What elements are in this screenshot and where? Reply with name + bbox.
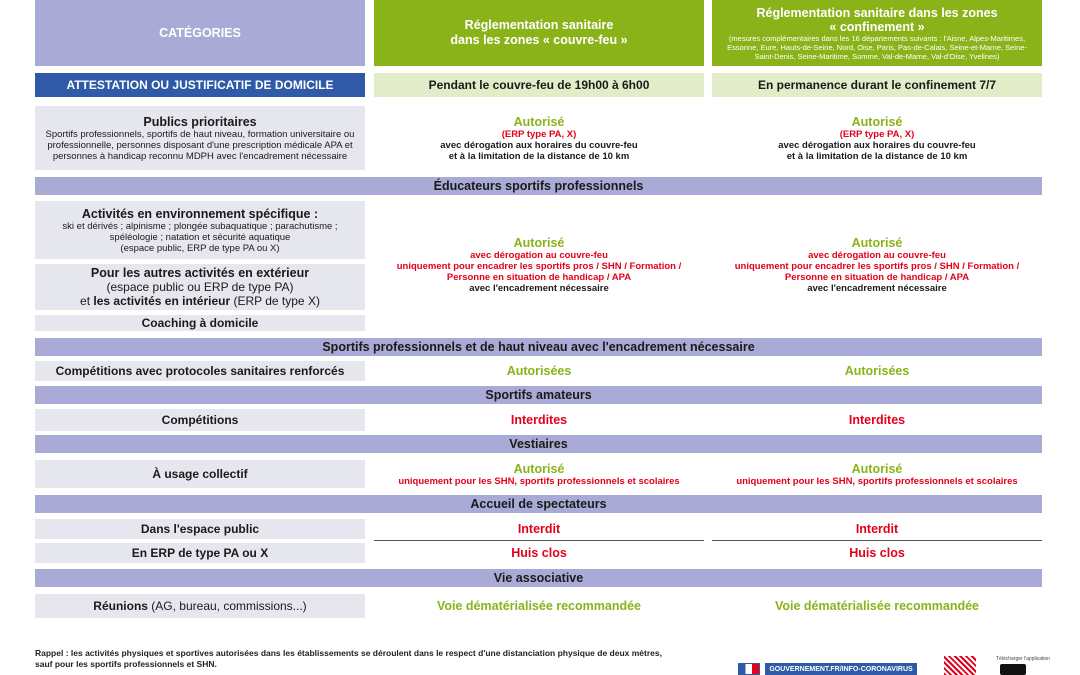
- competitions-shn-label: Compétitions avec protocoles sanitaires renforcés: [35, 361, 365, 381]
- autres-activites-cell: Pour les autres activités en extérieur (espace public ou ERP de type PA) et les activités en intérieur (ERP de type X): [35, 264, 365, 310]
- educateurs-couvre-feu: Autorisé avec dérogation au couvre-feu uniquement pour encadrer les sportifs pros / SHN / Formation / Personne en situation de handicap / APA avec l'encadrement nécessaire: [396, 236, 682, 294]
- header-couvre-feu: Réglementation sanitaire dans les zones « couvre-feu »: [374, 0, 704, 66]
- espace-public-confinement: Interdit: [855, 522, 899, 536]
- attestation-confinement: En permanence durant le confinement 7/7: [712, 73, 1042, 97]
- competitions-amateurs-couvre-feu: Interdites: [510, 413, 568, 427]
- footer-rappel: [35, 648, 725, 670]
- band-educateurs: Éducateurs sportifs professionnels: [35, 177, 1042, 195]
- competitions-shn-couvre-feu: Autorisées: [506, 364, 572, 378]
- competitions-amateurs-label: Compétitions: [35, 409, 365, 431]
- vestiaires-label: À usage collectif: [35, 460, 365, 488]
- app-store-badge-icon[interactable]: [1000, 664, 1026, 675]
- gouv-url-link[interactable]: GOUVERNEMENT.FR/INFO-CORONAVIRUS: [765, 663, 917, 675]
- app-download-label: Télécharger l'application: [996, 656, 1051, 662]
- espace-public-label: Dans l'espace public: [35, 519, 365, 539]
- coaching-cell: Coaching à domicile: [35, 315, 365, 331]
- educateurs-confinement: Autorisé avec dérogation au couvre-feu uniquement pour encadrer les sportifs pros / SHN / Formation / Personne en situation de handicap / APA avec l'encadrement nécessaire: [734, 236, 1020, 294]
- espace-public-couvre-feu: Interdit: [517, 522, 561, 536]
- divider-spectateurs-col2: [712, 540, 1042, 541]
- erp-couvre-feu: Huis clos: [511, 546, 567, 560]
- competitions-amateurs-confinement: Interdites: [848, 413, 906, 427]
- band-vestiaires: Vestiaires: [35, 435, 1042, 453]
- footer-rappel-line1: Rappel : les activités physiques et sportives autorisées dans les établissements se déroulent dans le respect d'une distanciation physique de deux mètres,: [35, 648, 662, 658]
- publics-prioritaires-cell: Publics prioritaires Sportifs professionnels, sportifs de haut niveau, formation universitaire ou professionnelle, personnes disposant d'une prescription médicale APA et personnes à handicap reconnu MDPH avec l'encadrement nécessaire: [35, 106, 365, 170]
- footer-rappel-line2: sauf pour les sportifs professionnels et SHN.: [35, 659, 217, 669]
- band-vie-associative: Vie associative: [35, 569, 1042, 587]
- header-confinement: Réglementation sanitaire dans les zones « confinement » (mesures complémentaires dans les 16 départements suivants : l'Aisne, Alpes-Maritimes, Essonne, Eure, Hauts-de-Seine, Nord, Oise, Paris, Pas-de-Calais, Seine-et-Marne, Seine-Saint-Denis, Seine-Maritime, Somme, Val-de-Marne, Val-d'Oise, Yvelines): [712, 0, 1042, 66]
- reunions-confinement: Voie dématérialisée recommandée: [774, 599, 980, 613]
- band-spectateurs: Accueil de spectateurs: [35, 495, 1042, 513]
- autres-activites-line3: et les activités en intérieur (ERP de type X): [80, 294, 320, 308]
- band-amateurs: Sportifs amateurs: [35, 386, 1042, 404]
- reunions-label: [35, 594, 365, 618]
- competitions-shn-confinement: Autorisées: [844, 364, 910, 378]
- vestiaires-couvre-feu: Autorisé uniquement pour les SHN, sportifs professionnels et scolaires: [398, 461, 680, 487]
- band-shn: Sportifs professionnels et de haut niveau avec l'encadrement nécessaire: [35, 338, 1042, 356]
- env-specifique-cell: Activités en environnement spécifique : ski et dérivés ; alpinisme ; plongée subaquatique ; parachutisme ; spéléologie ; natation et sécurité aquatique (espace public, ERP de type PA ou X): [35, 201, 365, 259]
- app-qr-icon: [944, 656, 976, 675]
- erp-label: En ERP de type PA ou X: [35, 543, 365, 563]
- gouv-logo-icon: [738, 663, 760, 675]
- attestation-label: ATTESTATION OU JUSTIFICATIF DE DOMICILE: [35, 73, 365, 97]
- vestiaires-confinement: Autorisé uniquement pour les SHN, sportifs professionnels et scolaires: [736, 461, 1018, 487]
- publics-confinement: Autorisé (ERP type PA, X) avec dérogation aux horaires du couvre-feu et à la limitation de la distance de 10 km: [778, 114, 976, 162]
- header-categories: CATÉGORIES: [35, 0, 365, 66]
- attestation-couvre-feu: Pendant le couvre-feu de 19h00 à 6h00: [374, 73, 704, 97]
- reunions-text: Réunions (AG, bureau, commissions...): [93, 599, 307, 613]
- reunions-couvre-feu: Voie dématérialisée recommandée: [436, 599, 642, 613]
- publics-couvre-feu: Autorisé (ERP type PA, X) avec dérogation aux horaires du couvre-feu et à la limitation de la distance de 10 km: [440, 114, 638, 162]
- divider-spectateurs-col1: [374, 540, 704, 541]
- erp-confinement: Huis clos: [849, 546, 905, 560]
